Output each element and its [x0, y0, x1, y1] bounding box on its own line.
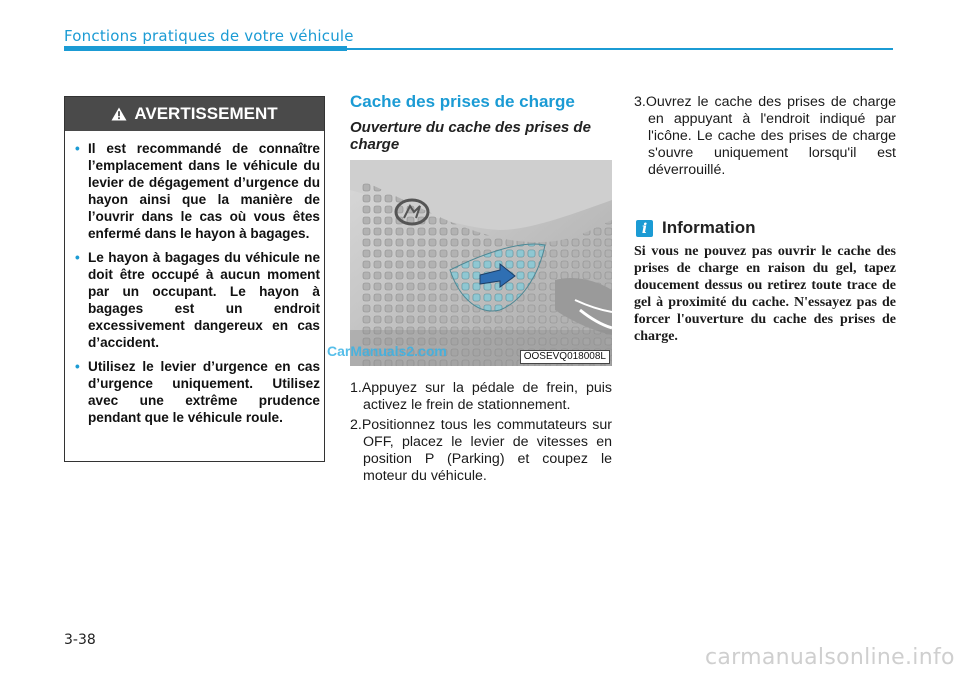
car-front-illustration — [350, 160, 612, 366]
step-item: 1.Appuyez sur la pédale de frein, puis activez le frein de stationnement. — [350, 380, 612, 413]
header-rule-thin — [347, 48, 893, 50]
step-item: 2.Positionnez tous les commutateurs sur OFF, placez le levier de vitesses en position P (Parking) et coupez le moteur du véhicule. — [350, 417, 612, 484]
section-sub-subtitle: Ouverture du cache des prises de charge — [350, 119, 591, 153]
warning-triangle-icon — [111, 107, 127, 121]
figure-code: OOSEVQ018008L — [520, 350, 610, 364]
site-watermark: carmanualsonline.info — [705, 645, 955, 670]
info-icon: i — [636, 220, 653, 237]
bullet-icon: • — [75, 359, 80, 374]
bullet-icon: • — [75, 141, 80, 156]
header-rule — [64, 46, 347, 51]
warning-item-text: Le hayon à bagages du véhicule ne doit être occupé à aucun moment par un occupant. Le hayon à bagages est un endroit excessivement dangereux en cas d’accident. — [88, 250, 320, 350]
section-subtitle: Cache des prises de charge — [350, 92, 575, 111]
watermark: CarManuals2.com — [327, 343, 447, 359]
warning-item — [75, 358, 320, 426]
section-title: Fonctions pratiques de votre véhicule — [64, 27, 354, 45]
warning-item — [75, 140, 320, 242]
step-3: 3.Ouvrez le cache des prises de charge en appuyant à l'endroit indiqué par l'icône. Le cache des prises de charge s'ouvre uniquement lorsqu'il est déverrouillé. — [634, 94, 896, 178]
warning-header — [65, 97, 324, 131]
warning-title: AVERTISSEMENT — [134, 104, 278, 123]
warning-list — [75, 140, 320, 433]
warning-item — [75, 249, 320, 351]
info-title: Information — [662, 218, 756, 237]
warning-box — [64, 96, 325, 462]
info-text: Si vous ne pouvez pas ouvrir le cache des prises de charge en raison du gel, tapez doucement dessus ou retirez toute trace de gel à proximité du cache. N'essayez pas de forcer l'ouverture du cache des prises de charge. — [634, 244, 896, 344]
page-number: 3-38 — [64, 632, 96, 648]
warning-item-text: Il est recommandé de connaître l’emplacement dans le véhicule du levier de dégagement d’urgence du hayon ainsi que la manière de l’ouvrir dans le cas où vous êtes enfermé dans le hayon à bagages. — [88, 141, 320, 241]
steps-list — [350, 380, 612, 488]
warning-item-text: Utilisez le levier d’urgence en cas d’urgence uniquement. Utilisez avec une extrême prudence pendant que le véhicule roule. — [88, 359, 320, 425]
charge-port-figure — [350, 160, 612, 366]
bullet-icon: • — [75, 250, 80, 265]
